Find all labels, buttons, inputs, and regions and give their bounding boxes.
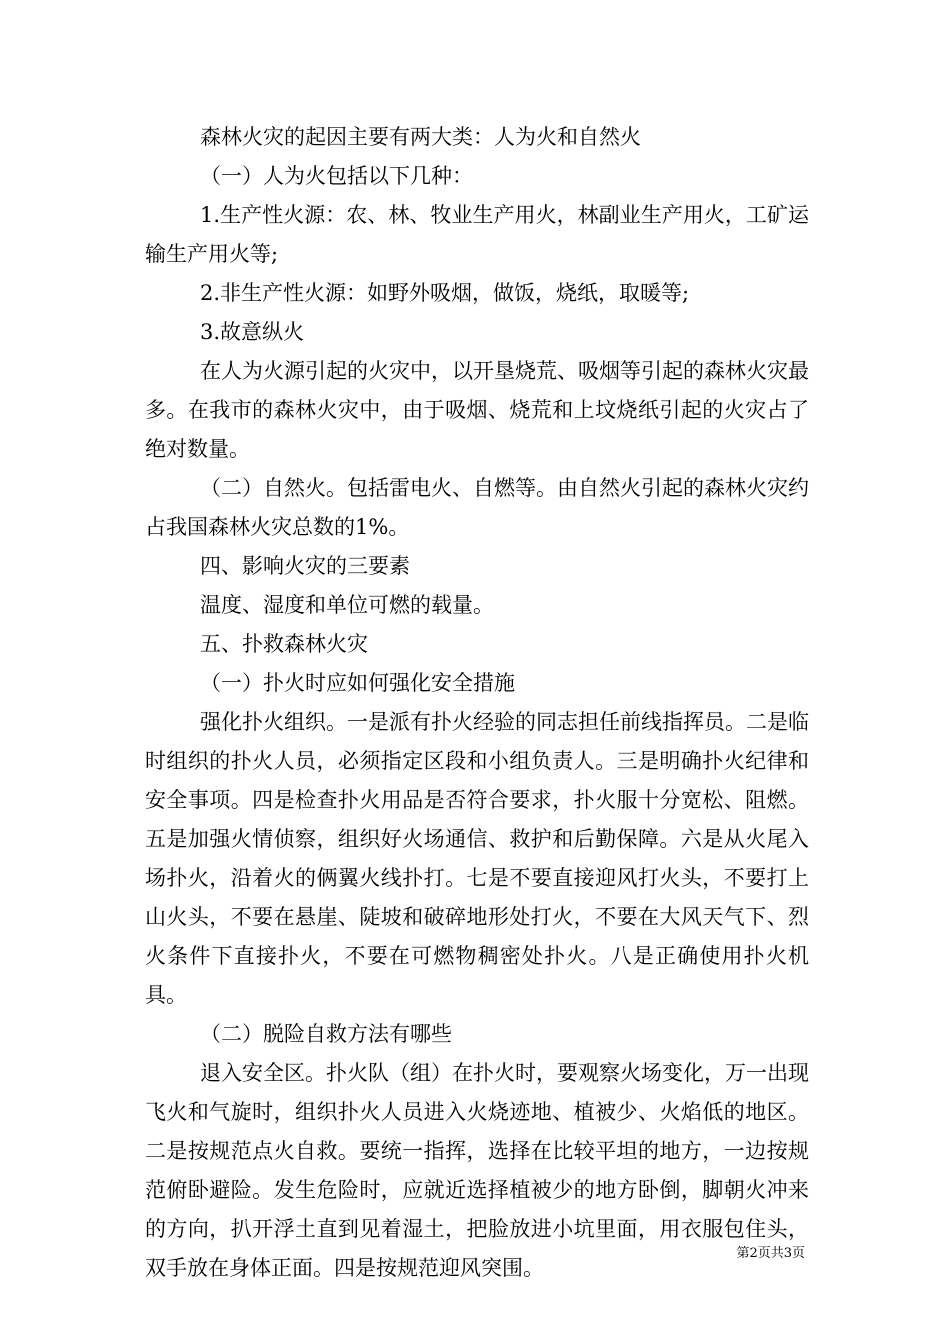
subheading-self-rescue: （二）脱险自救方法有哪些	[200, 1022, 452, 1046]
paragraph-intro: 森林火灾的起因主要有两大类：人为火和自然火	[200, 125, 641, 149]
paragraph-natural-fire: （二）自然火。包括雷电火、自燃等。由自然火引起的森林火灾约占我国森林火灾总数的1%。	[145, 476, 809, 539]
section-heading-firefighting: 五、扑救森林火灾	[200, 632, 368, 656]
paragraph-factors: 温度、湿度和单位可燃的载量。	[200, 593, 494, 617]
paragraph-nonproductive-source: 2.非生产性火源：如野外吸烟，做饭，烧纸，取暖等;	[200, 281, 690, 305]
paragraph-safety-measures: 强化扑火组织。一是派有扑火经验的同志担任前线指挥员。二是临时组织的扑火人员，必须指定区段和小组负责人。三是明确扑火纪律和安全事项。四是检查扑火用品是否符合要求，扑火服十分宽松、阻燃。五是加强火情侦察，组织好火场通信、救护和后勤保障。六是从火尾入场扑火，沿着火的俩翼火线扑打。七是不要直接迎风打火头，不要打上山火头，不要在悬崖、陡坡和破碎地形处打火，不要在大风天气下、烈火条件下直接扑火，不要在可燃物稠密处扑火。八是正确使用扑火机具。	[145, 710, 809, 1007]
page-number-footer: 第2页共3页	[736, 1246, 805, 1261]
paragraph-arson: 3.故意纵火	[200, 320, 305, 344]
subheading-safety-measures: （一）扑火时应如何强化安全措施	[200, 671, 515, 695]
paragraph-human-fire-heading: （一）人为火包括以下几种：	[200, 164, 473, 188]
paragraph-productive-source: 1.生产性火源：农、林、牧业生产用火，林副业生产用火，工矿运输生产用火等;	[145, 203, 809, 266]
paragraph-human-fire-stats: 在人为火源引起的火灾中，以开垦烧荒、吸烟等引起的森林火灾最多。在我市的森林火灾中，由于吸烟、烧荒和上坟烧纸引起的火灾占了绝对数量。	[145, 359, 809, 461]
paragraph-self-rescue: 退入安全区。扑火队（组）在扑火时，要观察火场变化，万一出现飞火和气旋时，组织扑火人员进入火烧迹地、植被少、火焰低的地区。二是按规范点火自救。要统一指挥，选择在比较平坦的地方，一边按规范俯卧避险。发生危险时，应就近选择植被少的地方卧倒，脚朝火冲来的方向，扒开浮土直到见着湿土，把脸放进小坑里面，用衣服包住头，双手放在身体正面。四是按规范迎风突围。	[145, 1061, 809, 1280]
document-body	[145, 118, 809, 1288]
section-heading-factors: 四、影响火灾的三要素	[200, 554, 410, 578]
